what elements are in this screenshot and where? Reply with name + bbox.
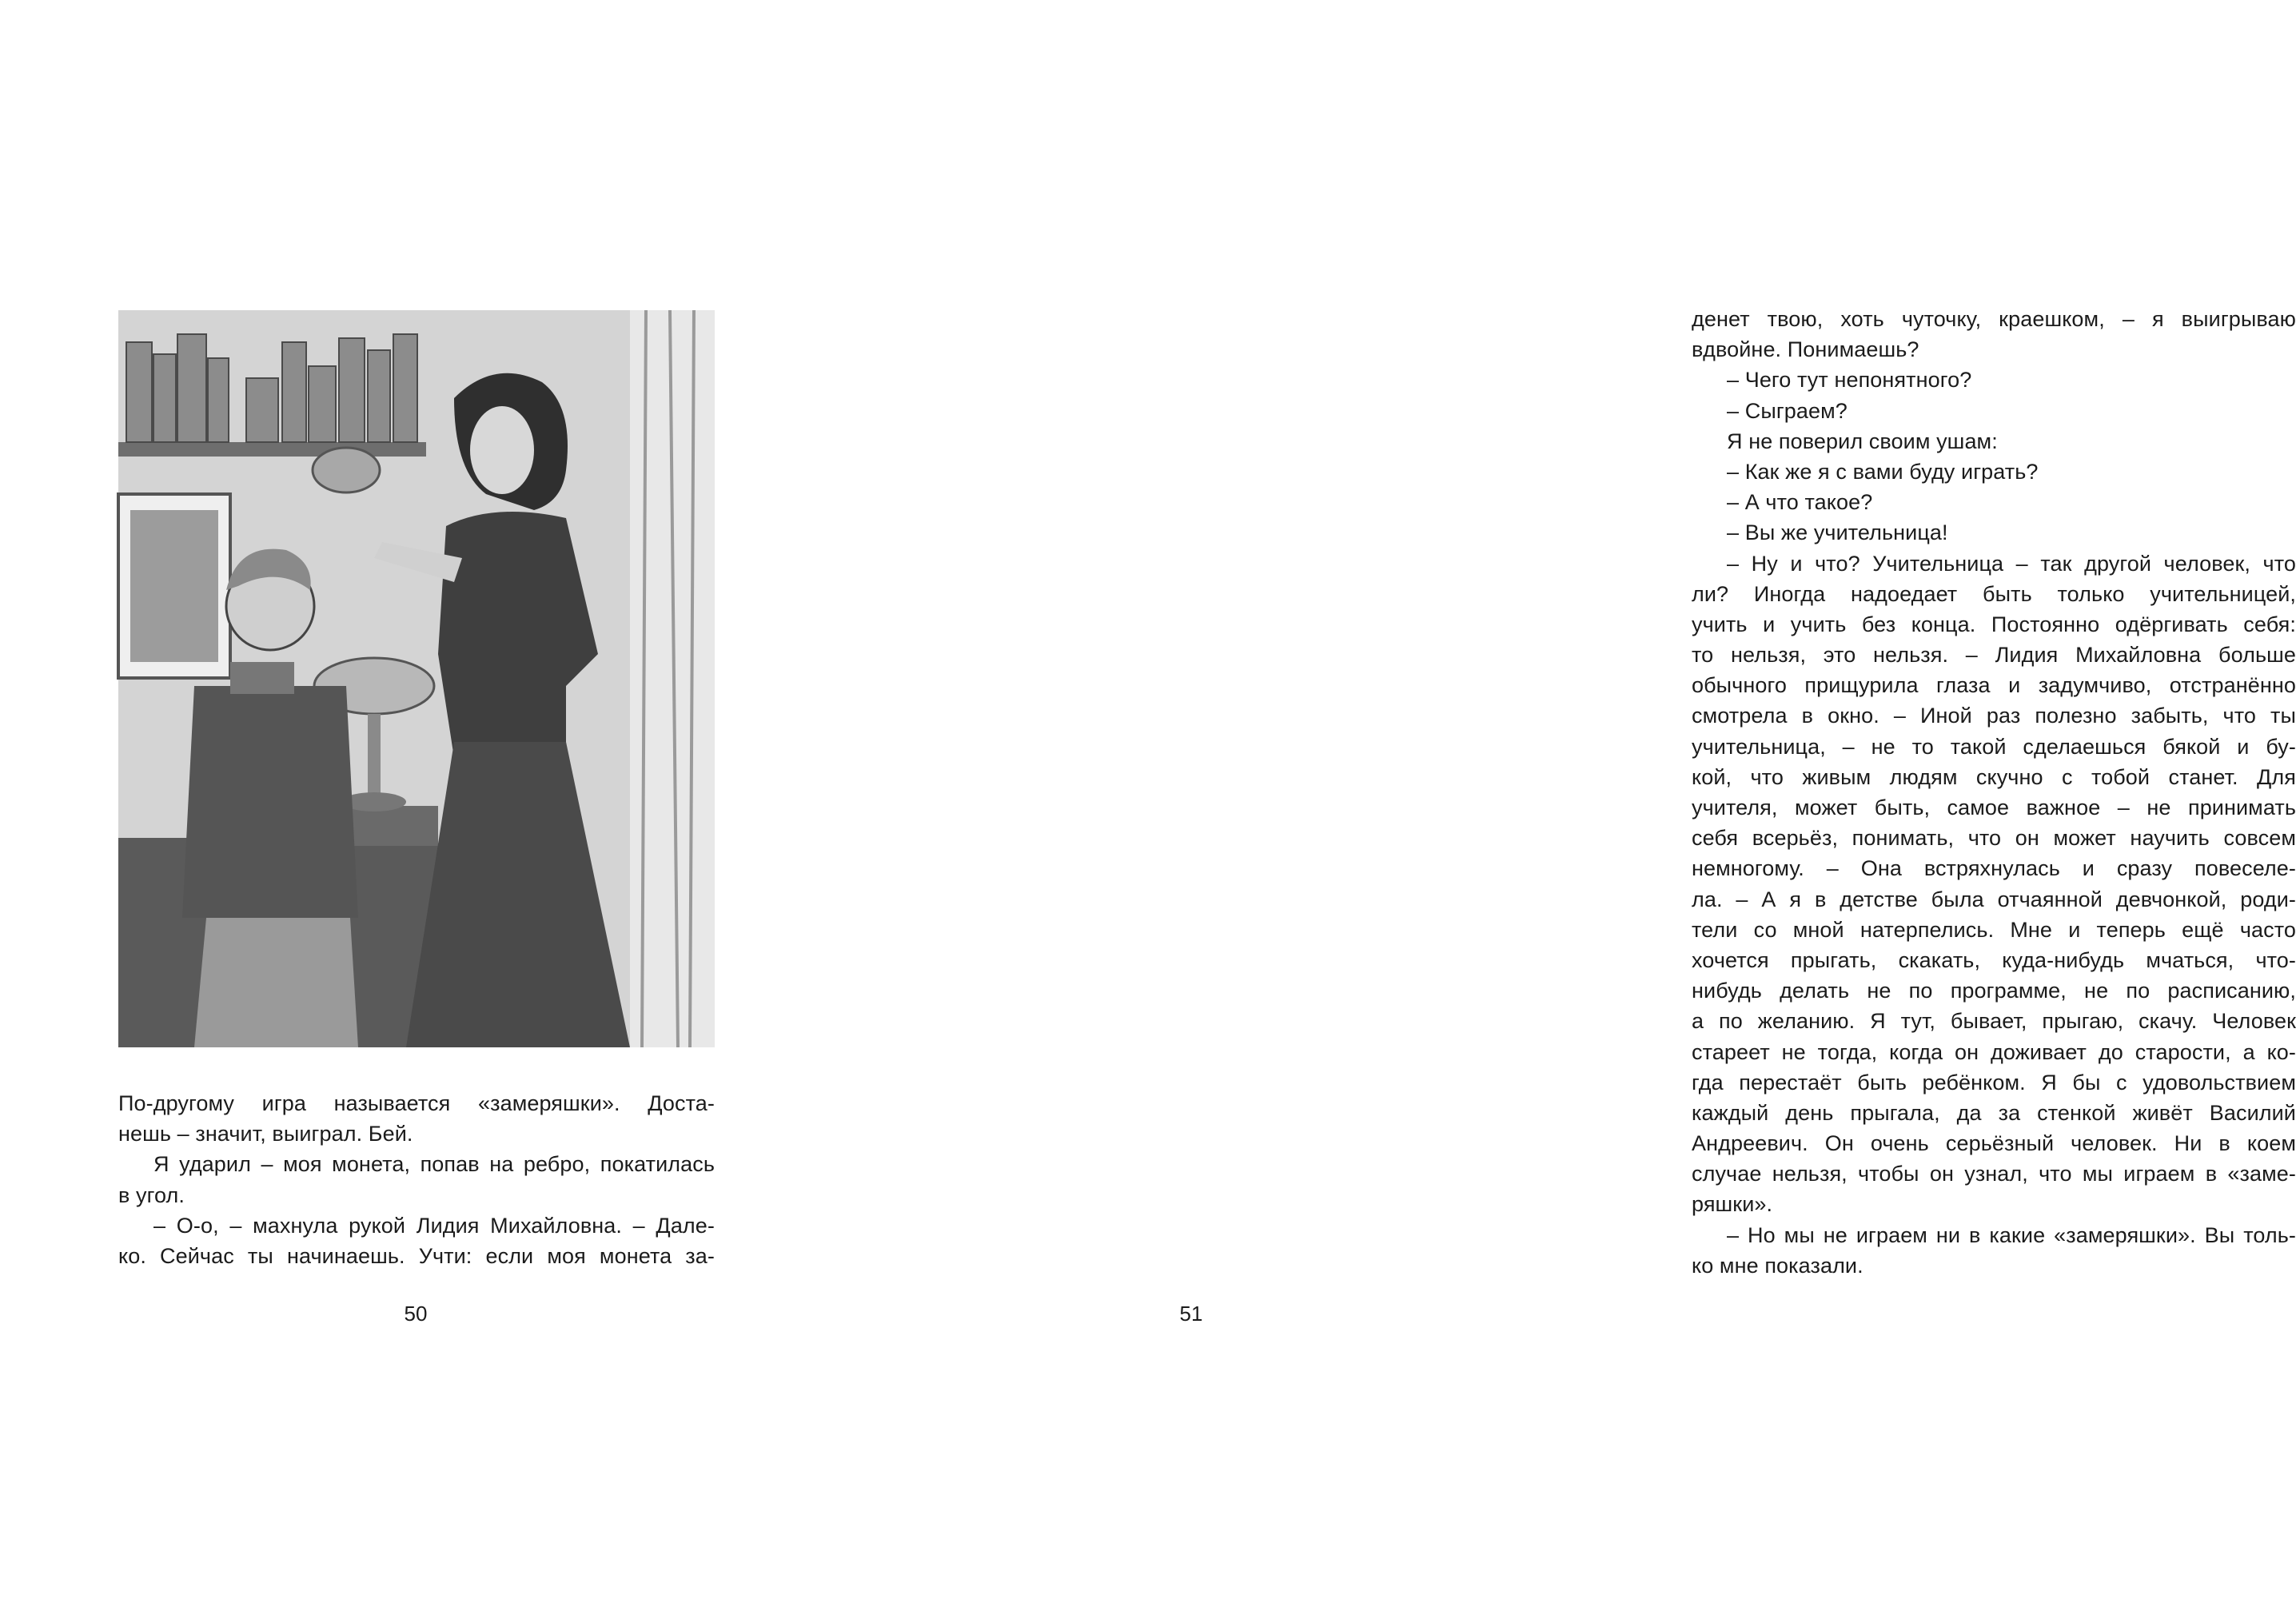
text-line: – Но мы не играем ни в какие «замеряшки». Вы толь- (1727, 1222, 2296, 1247)
text-line: Я не поверил своим ушам: (1727, 429, 1998, 453)
text-line: себя всерьёз, понимать, что он может научить совсем (1692, 826, 2296, 851)
text-line: Андреевич. Он очень серьёзный человек. Ни в коем (1692, 1131, 2296, 1156)
text-line: нешь – значит, выиграл. Бей. (118, 1122, 413, 1146)
text-line: а по желанию. Я тут, бывает, прыгаю, скачу. Человек (1692, 1009, 2296, 1034)
text-line: – О-о, – махнула рукой Лидия Михайловна. – Дале- (153, 1213, 715, 1238)
text-line: случае нельзя, чтобы он узнал, что мы играем в «заме- (1692, 1162, 2296, 1186)
text-line: стареет не тогда, когда он доживает до старости, а ко- (1692, 1039, 2296, 1064)
text-line: – Как же я с вами буду играть? (1727, 459, 2039, 484)
left-page-text (118, 1088, 715, 1271)
text-line: учителя, может быть, самое важное – не принимать (1692, 796, 2296, 819)
text-line: ряшки». (1692, 1192, 1773, 1217)
text-line: вдвойне. Понимаешь? (1692, 337, 1919, 362)
right-page (799, 0, 2296, 1599)
text-line: ко мне показали. (1692, 1253, 1864, 1278)
text-line: хочется прыгать, скакать, куда-нибудь мчаться, что- (1692, 947, 2296, 972)
left-page (0, 0, 799, 1599)
page-number: 50 (404, 1302, 428, 1326)
text-line: то нельзя, это нельзя. – Лидия Михайловна больше (1692, 643, 2296, 668)
illustration-drawing (118, 310, 715, 1047)
text-line: смотрела в окно. – Иной раз полезно забыть, что ты (1692, 704, 2296, 728)
text-line: гда перестаёт быть ребёнком. Я бы с удовольствием (1692, 1070, 2296, 1095)
page-number: 51 (1179, 1302, 1203, 1326)
right-page-text (1692, 304, 2296, 1281)
text-line: нибудь делать не по программе, не по расписанию, (1692, 979, 2296, 1003)
text-line: ли? Иногда надоедает быть только учительницей, (1692, 581, 2296, 606)
illustration-teacher-and-boy (118, 310, 715, 1047)
text-line: – Ну и что? Учительница – так другой человек, что (1727, 551, 2296, 576)
text-line: – Вы же учительница! (1727, 520, 1948, 545)
text-line: учительница, – не то такой сделаешься бякой и бу- (1692, 734, 2296, 759)
text-line: в угол. (118, 1182, 185, 1207)
text-line: каждый день прыгала, да за стенкой живёт Василий (1692, 1100, 2296, 1125)
text-line: тели со мной натерпелись. Мне и теперь ещё часто (1692, 917, 2296, 942)
text-line: ко. Сейчас ты начинаешь. Учти: если моя монета за- (118, 1243, 715, 1268)
text-line: кой, что живым людям скучно с тобой станет. Для (1692, 764, 2296, 789)
text-line: обычного прищурила глаза и задумчиво, отстранённо (1692, 673, 2296, 698)
text-line: – Сыграем? (1727, 398, 1848, 423)
text-line: По-другому игра называется «замеряшки». Доста- (118, 1091, 715, 1115)
text-line: ла. – А я в детстве была отчаянной девчонкой, роди- (1692, 887, 2296, 911)
text-line: – А что такое? (1727, 490, 1873, 515)
text-line: Я ударил – моя монета, попав на ребро, покатилась (153, 1152, 715, 1177)
text-line: – Чего тут непонятного? (1727, 368, 1972, 393)
text-line: учить и учить без конца. Постоянно одёргивать себя: (1692, 612, 2296, 636)
text-line: денет твою, хоть чуточку, краешком, – я выигрываю (1692, 307, 2296, 331)
text-line: немногому. – Она встряхнулась и сразу повеселе- (1692, 856, 2296, 881)
